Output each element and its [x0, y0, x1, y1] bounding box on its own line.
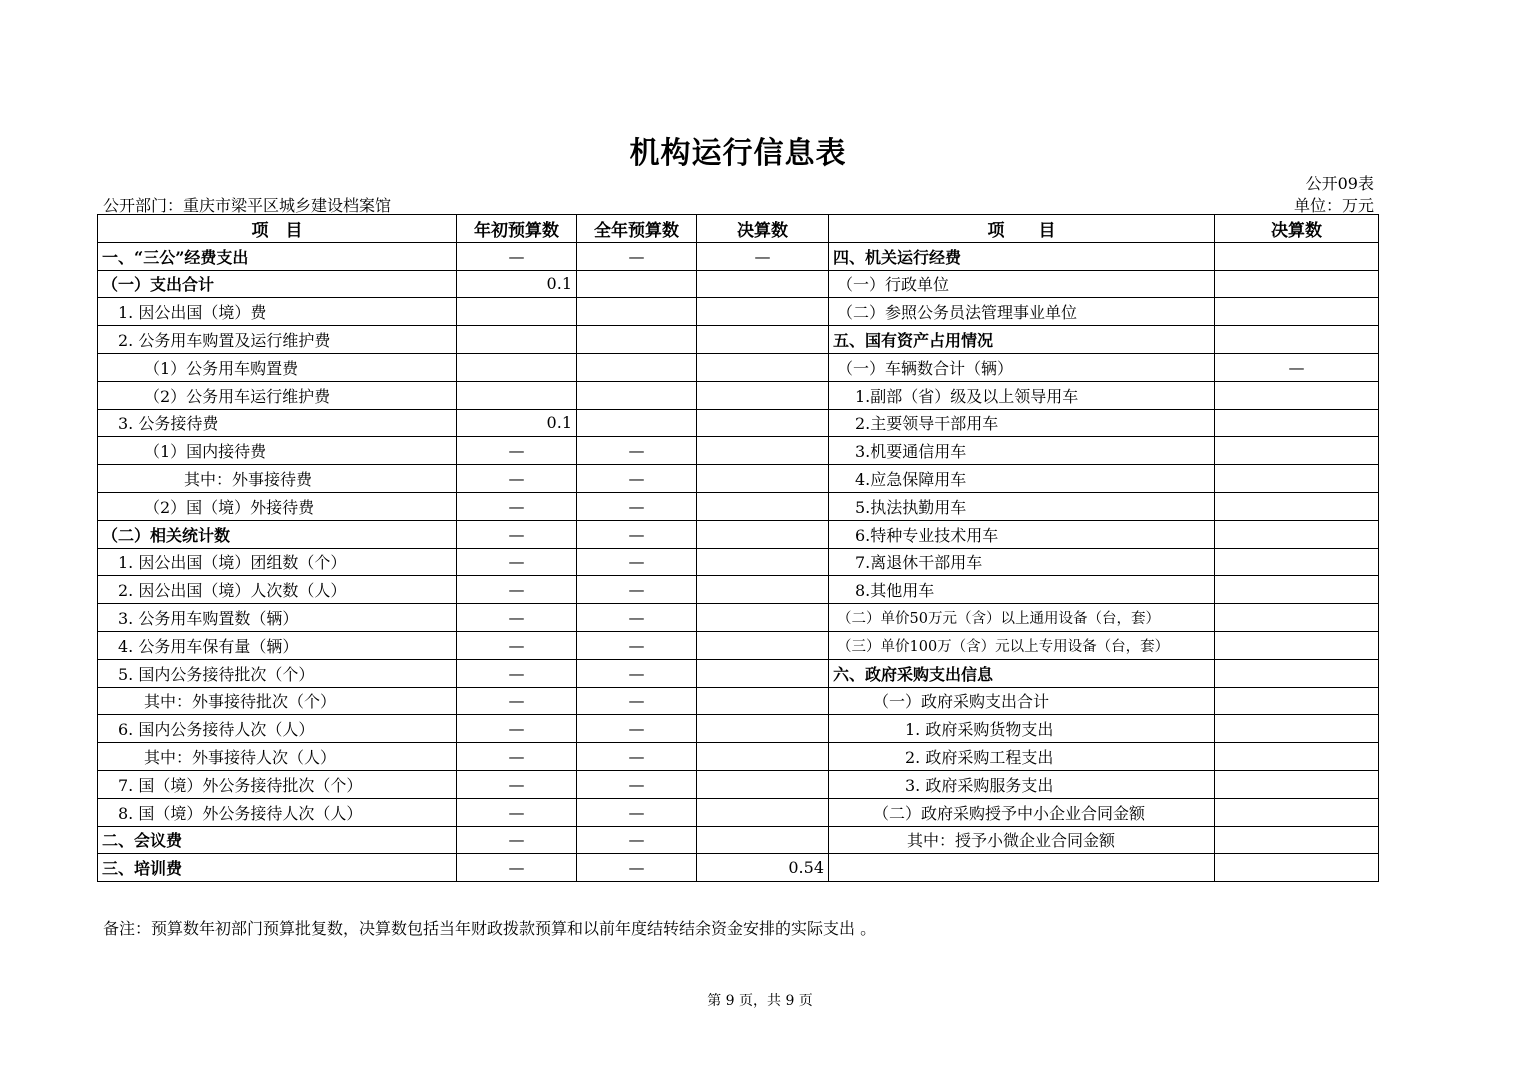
- row-label: 其中：外事接待费: [98, 465, 457, 493]
- footnote: 备注：预算数年初部门预算批复数，决算数包括当年财政拨款预算和以前年度结转结余资金安排的实际支出 。: [103, 919, 877, 938]
- right-final-cell: [1215, 826, 1379, 854]
- row-label: 3. 公务用车购置数（辆）: [98, 604, 457, 632]
- right-final-cell: [1215, 715, 1379, 743]
- final-cell: 0.54: [697, 854, 829, 882]
- final-cell: [697, 770, 829, 798]
- table-row: [98, 798, 1379, 826]
- final-cell: [697, 353, 829, 381]
- table-row: [98, 465, 1379, 493]
- annual-budget-cell: [577, 270, 697, 298]
- page-footer: 第 9 页，共 9 页: [707, 993, 813, 1009]
- right-final-cell: —: [1215, 353, 1379, 381]
- right-row-label: 4.应急保障用车: [829, 465, 1215, 493]
- final-cell: [697, 465, 829, 493]
- right-final-cell: [1215, 520, 1379, 548]
- final-cell: [697, 520, 829, 548]
- row-label: （1）国内接待费: [98, 437, 457, 465]
- annual-budget-cell: [577, 298, 697, 326]
- initial-budget-cell: —: [457, 576, 577, 604]
- final-cell: [697, 715, 829, 743]
- final-cell: [697, 409, 829, 437]
- final-cell: [697, 631, 829, 659]
- annual-budget-cell: —: [577, 854, 697, 882]
- initial-budget-cell: 0.1: [457, 409, 577, 437]
- header-final-right: 决算数: [1215, 215, 1379, 243]
- annual-budget-cell: [577, 353, 697, 381]
- header-final: 决算数: [697, 215, 829, 243]
- final-cell: [697, 492, 829, 520]
- annual-budget-cell: —: [577, 492, 697, 520]
- initial-budget-cell: —: [457, 242, 577, 270]
- row-label: （2）国（境）外接待费: [98, 492, 457, 520]
- initial-budget-cell: —: [457, 798, 577, 826]
- right-row-label: [829, 854, 1215, 882]
- right-row-label: （二）政府采购授予中小企业合同金额: [829, 798, 1215, 826]
- initial-budget-cell: —: [457, 492, 577, 520]
- row-label: 5. 国内公务接待批次（个）: [98, 659, 457, 687]
- table-row: [98, 381, 1379, 409]
- row-label: 2. 因公出国（境）人次数（人）: [98, 576, 457, 604]
- header-item: 项 目: [98, 215, 457, 243]
- annual-budget-cell: —: [577, 826, 697, 854]
- initial-budget-cell: —: [457, 465, 577, 493]
- final-cell: [697, 743, 829, 771]
- right-final-cell: [1215, 465, 1379, 493]
- initial-budget-cell: —: [457, 715, 577, 743]
- right-final-cell: [1215, 437, 1379, 465]
- annual-budget-cell: —: [577, 604, 697, 632]
- table-row: [98, 631, 1379, 659]
- right-row-label: （一）车辆数合计（辆）: [829, 353, 1215, 381]
- right-final-cell: [1215, 381, 1379, 409]
- table-row: [98, 298, 1379, 326]
- right-final-cell: [1215, 659, 1379, 687]
- right-row-label: 六、政府采购支出信息: [829, 659, 1215, 687]
- table-row: [98, 687, 1379, 715]
- final-cell: [697, 326, 829, 354]
- right-final-cell: [1215, 604, 1379, 632]
- row-label: 8. 国（境）外公务接待人次（人）: [98, 798, 457, 826]
- table-row: [98, 409, 1379, 437]
- annual-budget-cell: —: [577, 659, 697, 687]
- initial-budget-cell: —: [457, 604, 577, 632]
- header-row: [98, 215, 1379, 243]
- info-table: [97, 214, 1379, 882]
- annual-budget-cell: —: [577, 687, 697, 715]
- table-row: [98, 520, 1379, 548]
- table-row: [98, 576, 1379, 604]
- right-row-label: 3.机要通信用车: [829, 437, 1215, 465]
- right-final-cell: [1215, 631, 1379, 659]
- right-final-cell: [1215, 270, 1379, 298]
- table-row: [98, 492, 1379, 520]
- right-row-label: 2. 政府采购工程支出: [829, 743, 1215, 771]
- right-final-cell: [1215, 326, 1379, 354]
- annual-budget-cell: —: [577, 576, 697, 604]
- table-row: [98, 353, 1379, 381]
- right-final-cell: [1215, 576, 1379, 604]
- right-final-cell: [1215, 548, 1379, 576]
- annual-budget-cell: —: [577, 743, 697, 771]
- annual-budget-cell: [577, 381, 697, 409]
- right-row-label: （一）政府采购支出合计: [829, 687, 1215, 715]
- row-label: 三、培训费: [98, 854, 457, 882]
- table-row: [98, 604, 1379, 632]
- right-row-label: （一）行政单位: [829, 270, 1215, 298]
- row-label: 二、会议费: [98, 826, 457, 854]
- final-cell: [697, 826, 829, 854]
- right-final-cell: [1215, 492, 1379, 520]
- initial-budget-cell: [457, 381, 577, 409]
- initial-budget-cell: —: [457, 437, 577, 465]
- initial-budget-cell: [457, 326, 577, 354]
- row-label: （2）公务用车运行维护费: [98, 381, 457, 409]
- annual-budget-cell: [577, 326, 697, 354]
- annual-budget-cell: —: [577, 548, 697, 576]
- annual-budget-cell: —: [577, 437, 697, 465]
- right-final-cell: [1215, 298, 1379, 326]
- initial-budget-cell: —: [457, 659, 577, 687]
- annual-budget-cell: —: [577, 770, 697, 798]
- right-final-cell: [1215, 242, 1379, 270]
- table-row: [98, 437, 1379, 465]
- right-row-label: 3. 政府采购服务支出: [829, 770, 1215, 798]
- header-item-right: 项 目: [829, 215, 1215, 243]
- table-row: [98, 854, 1379, 882]
- table-row: [98, 270, 1379, 298]
- table-row: [98, 326, 1379, 354]
- row-label: 其中：外事接待批次（个）: [98, 687, 457, 715]
- row-label: 4. 公务用车保有量（辆）: [98, 631, 457, 659]
- right-row-label: 8.其他用车: [829, 576, 1215, 604]
- annual-budget-cell: —: [577, 465, 697, 493]
- right-final-cell: [1215, 770, 1379, 798]
- final-cell: [697, 437, 829, 465]
- right-row-label: （三）单价100万（含）元以上专用设备（台，套）: [829, 631, 1215, 659]
- initial-budget-cell: —: [457, 770, 577, 798]
- table-row: [98, 548, 1379, 576]
- right-row-label: 四、机关运行经费: [829, 242, 1215, 270]
- row-label: 一、“三公”经费支出: [98, 242, 457, 270]
- right-row-label: 5.执法执勤用车: [829, 492, 1215, 520]
- initial-budget-cell: 0.1: [457, 270, 577, 298]
- initial-budget-cell: [457, 298, 577, 326]
- right-row-label: 7.离退休干部用车: [829, 548, 1215, 576]
- row-label: （1）公务用车购置费: [98, 353, 457, 381]
- initial-budget-cell: —: [457, 548, 577, 576]
- final-cell: [697, 381, 829, 409]
- right-row-label: 2.主要领导干部用车: [829, 409, 1215, 437]
- row-label: 1. 因公出国（境）费: [98, 298, 457, 326]
- final-cell: [697, 576, 829, 604]
- right-final-cell: [1215, 798, 1379, 826]
- final-cell: [697, 270, 829, 298]
- initial-budget-cell: —: [457, 687, 577, 715]
- right-row-label: 五、国有资产占用情况: [829, 326, 1215, 354]
- table-row: [98, 715, 1379, 743]
- row-label: 2. 公务用车购置及运行维护费: [98, 326, 457, 354]
- right-row-label: （二）单价50万元（含）以上通用设备（台，套）: [829, 604, 1215, 632]
- annual-budget-cell: —: [577, 242, 697, 270]
- annual-budget-cell: —: [577, 520, 697, 548]
- initial-budget-cell: —: [457, 743, 577, 771]
- initial-budget-cell: —: [457, 826, 577, 854]
- row-label: 6. 国内公务接待人次（人）: [98, 715, 457, 743]
- header-initial-budget: 年初预算数: [457, 215, 577, 243]
- unit-label: 单位：万元: [1293, 196, 1374, 215]
- right-final-cell: [1215, 409, 1379, 437]
- right-row-label: 其中：授予小微企业合同金额: [829, 826, 1215, 854]
- row-label: 7. 国（境）外公务接待批次（个）: [98, 770, 457, 798]
- form-number: 公开09表: [1305, 174, 1374, 193]
- department-label: 公开部门：重庆市梁平区城乡建设档案馆: [103, 196, 392, 215]
- table-row: [98, 242, 1379, 270]
- right-row-label: 6.特种专业技术用车: [829, 520, 1215, 548]
- row-label: 其中：外事接待人次（人）: [98, 743, 457, 771]
- table-row: [98, 826, 1379, 854]
- right-final-cell: [1215, 743, 1379, 771]
- right-row-label: 1. 政府采购货物支出: [829, 715, 1215, 743]
- final-cell: [697, 798, 829, 826]
- row-label: （二）相关统计数: [98, 520, 457, 548]
- right-row-label: （二）参照公务员法管理事业单位: [829, 298, 1215, 326]
- final-cell: [697, 298, 829, 326]
- final-cell: [697, 659, 829, 687]
- final-cell: [697, 548, 829, 576]
- final-cell: —: [697, 242, 829, 270]
- page-title: 机构运行信息表: [629, 136, 847, 171]
- annual-budget-cell: [577, 409, 697, 437]
- final-cell: [697, 604, 829, 632]
- initial-budget-cell: —: [457, 520, 577, 548]
- row-label: （一）支出合计: [98, 270, 457, 298]
- initial-budget-cell: —: [457, 854, 577, 882]
- header-annual-budget: 全年预算数: [577, 215, 697, 243]
- row-label: 3. 公务接待费: [98, 409, 457, 437]
- table-row: [98, 743, 1379, 771]
- right-row-label: 1.副部（省）级及以上领导用车: [829, 381, 1215, 409]
- annual-budget-cell: —: [577, 631, 697, 659]
- table-row: [98, 659, 1379, 687]
- final-cell: [697, 687, 829, 715]
- right-final-cell: [1215, 687, 1379, 715]
- initial-budget-cell: [457, 353, 577, 381]
- row-label: 1. 因公出国（境）团组数（个）: [98, 548, 457, 576]
- table-row: [98, 770, 1379, 798]
- right-final-cell: [1215, 854, 1379, 882]
- initial-budget-cell: —: [457, 631, 577, 659]
- annual-budget-cell: —: [577, 715, 697, 743]
- annual-budget-cell: —: [577, 798, 697, 826]
